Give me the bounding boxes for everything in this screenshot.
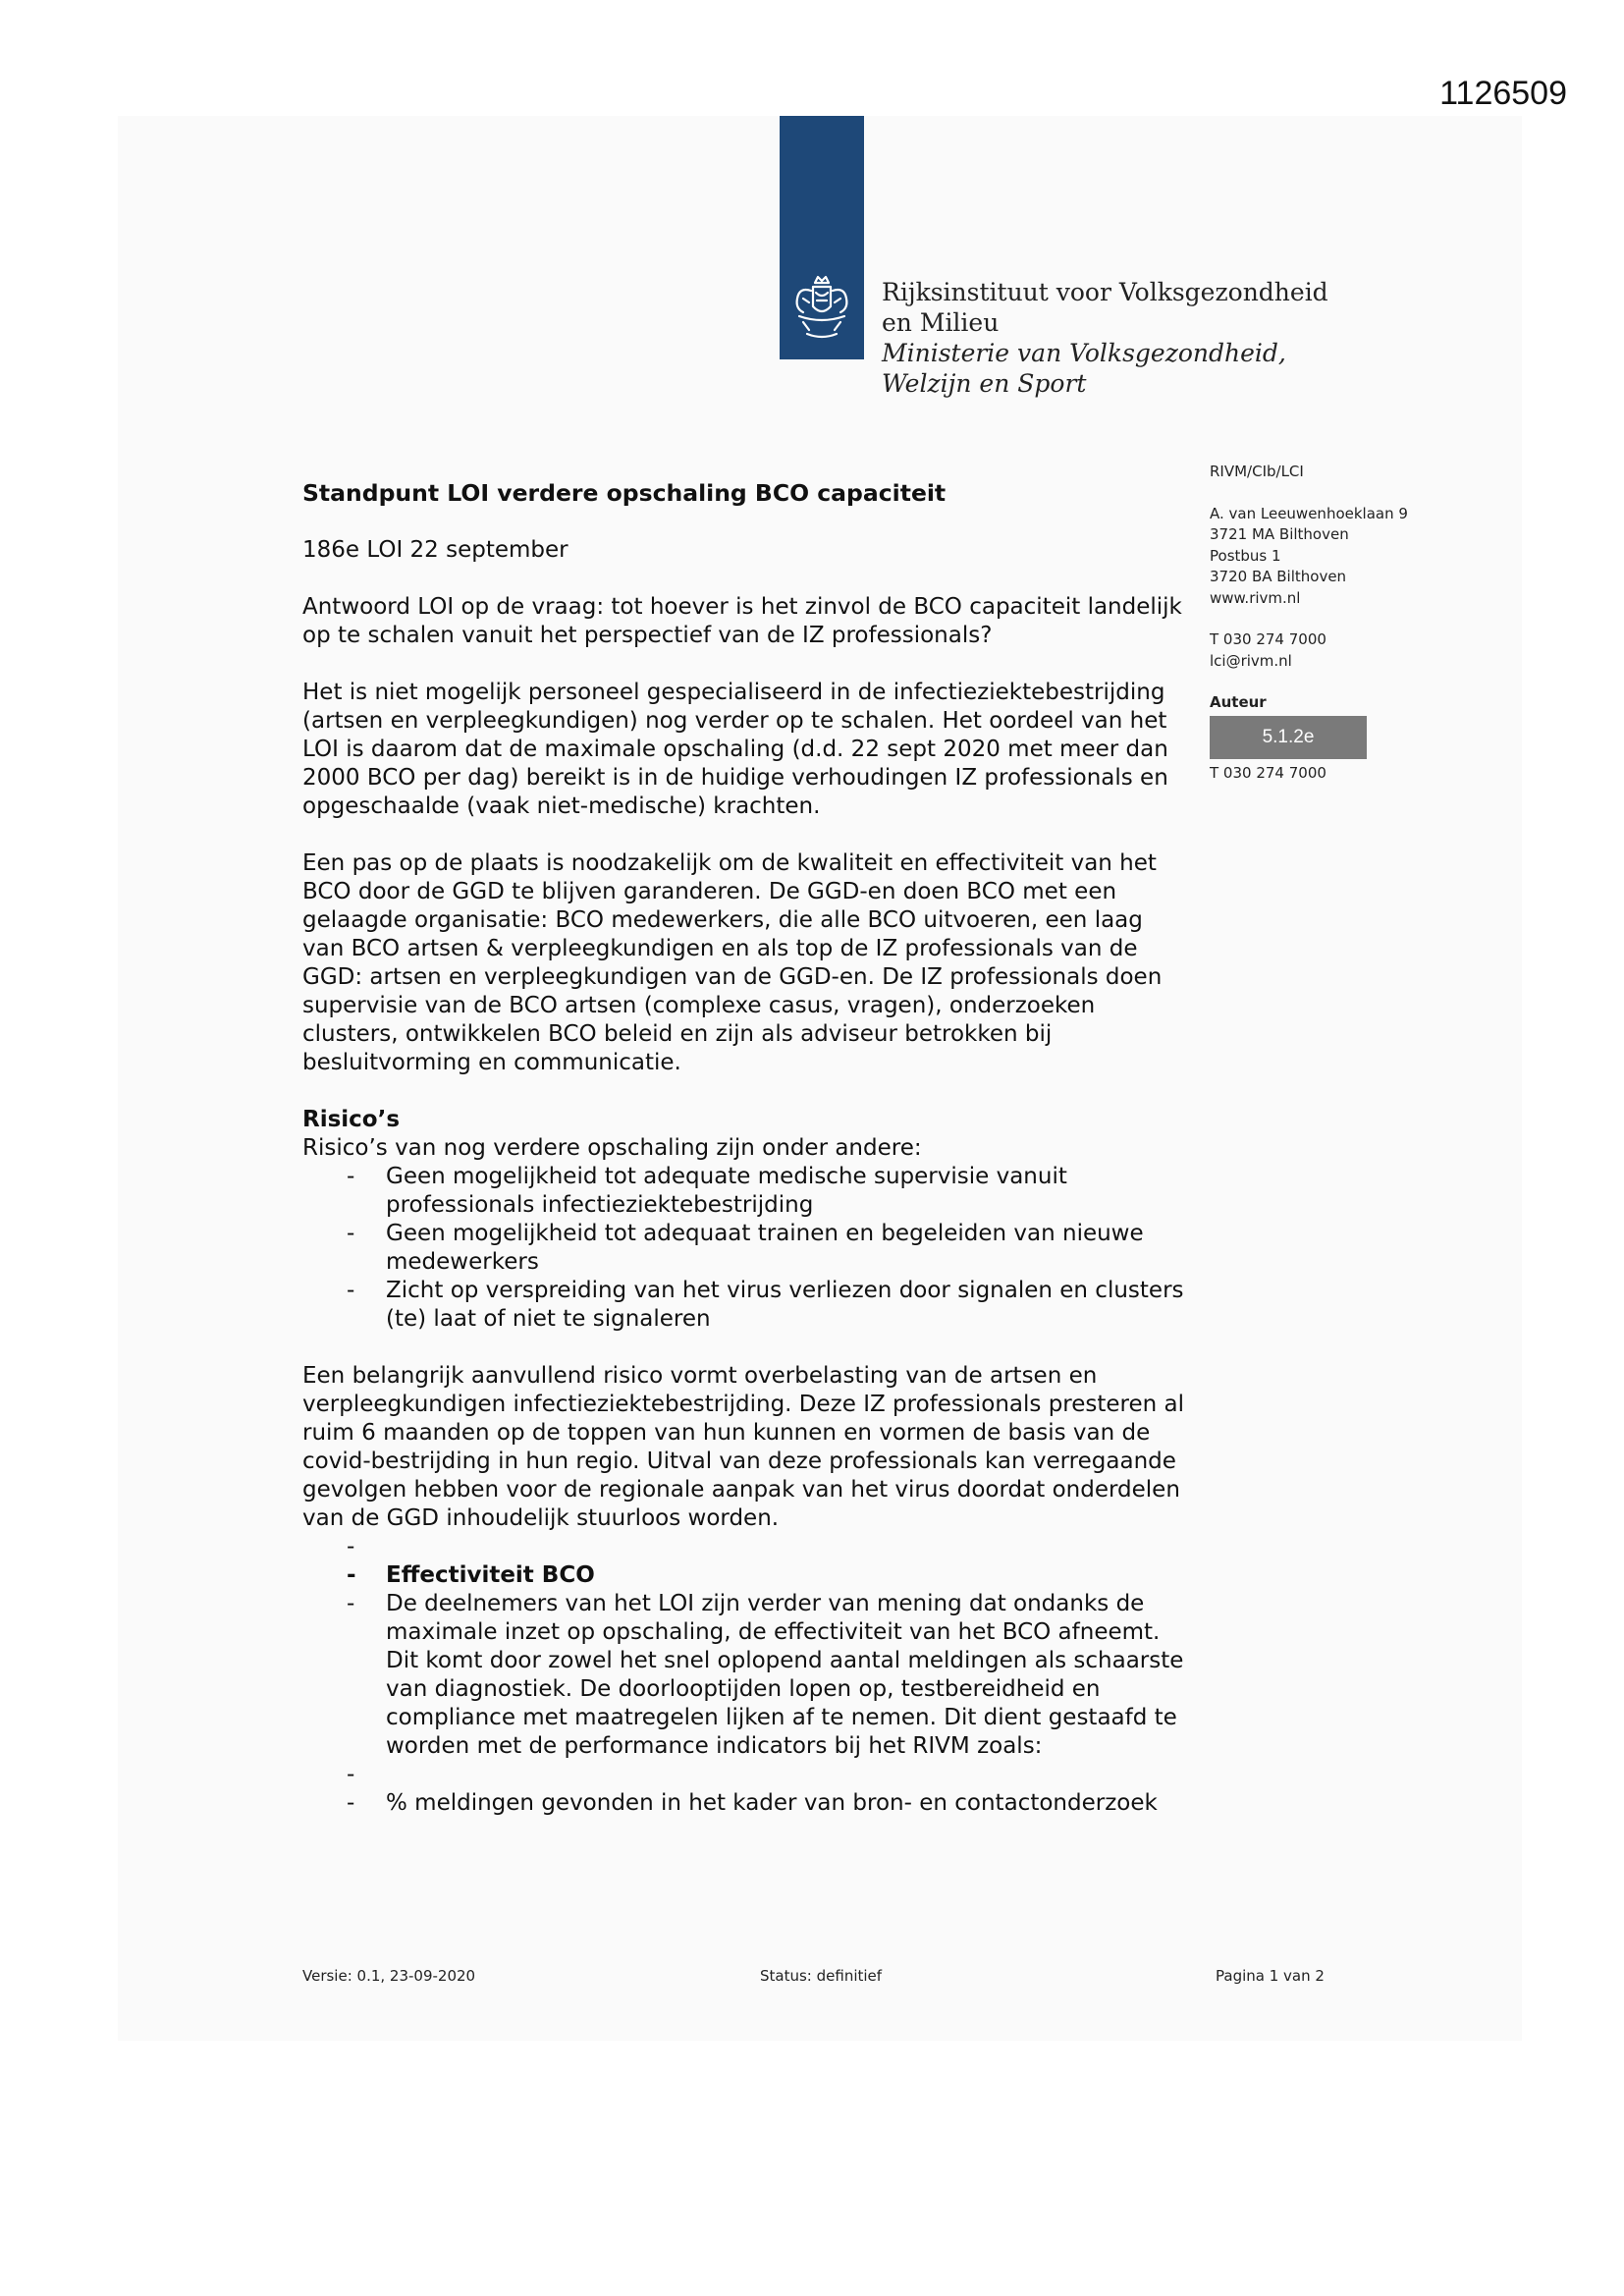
list-item: - Geen mogelijkheid tot adequaat trainen en begeleiden van nieuwe medewerkers [302,1220,1186,1277]
department-code: RIVM/CIb/LCI [1210,463,1304,480]
effectiviteit-heading: - Effectiviteit BCO [302,1561,1186,1590]
meeting-line: 186e LOI 22 september [302,537,568,563]
rijksoverheid-logo-bar [780,116,864,359]
paragraph-opschaling: Het is niet mogelijk personeel gespecialiseerd in de infectieziektebestrijding (artsen en verpleegkundigen) nog verder op te schalen. Het oordeel van het LOI is daarom dat de maximale opschaling (d.d. 22 sept 2020 met meer dan 2000 BCO per dag) bereikt is in de huidige verhoudingen IZ professionals en opgeschaalde (vaak niet-medische) krachten. [302,680,1168,819]
list-item: - Geen mogelijkheid tot adequate medische supervisie vanuit professionals infectieziektebestrijding [302,1163,1186,1220]
list-item: - Zicht op verspreiding van het virus verliezen door signalen en clusters (te) laat of niet te signaleren [302,1277,1186,1334]
empty-list-item [302,1533,1186,1561]
empty-list-item [302,1761,1186,1789]
ministry-line-1: Ministerie van Volksgezondheid, [882,339,1286,367]
address-block [1210,504,1435,610]
coat-of-arms-icon [789,273,854,344]
question-paragraph: Antwoord LOI op de vraag: tot hoever is het zinvol de BCO capaciteit landelijk op te schalen vanuit het perspectief van de IZ professionals? [302,594,1182,648]
risks-list [302,1163,1186,1334]
document-number: 1126509 [1439,75,1567,112]
address-line: 3720 BA Bilthoven [1210,568,1347,585]
sender-sidebar [1210,462,1435,784]
document-title: Standpunt LOI verdere opschaling BCO capaciteit [302,479,947,507]
org-name-line-2: en Milieu [882,308,1000,337]
email-link[interactable]: lci@rivm.nl [1210,651,1292,670]
author-block [1210,692,1435,784]
author-phone: T 030 274 7000 [1210,763,1326,782]
footer-page-number: Pagina 1 van 2 [1216,1967,1325,1985]
website-link[interactable]: www.rivm.nl [1210,588,1301,607]
paragraph-overbelasting: Een belangrijk aanvullend risico vormt overbelasting van de artsen en verpleegkundigen infectieziektebestrijding. Deze IZ professionals presteren al ruim 6 maanden op de toppen van hun kunnen en vormen de basis van de covid-bestrijding in hun regio. Uitval van deze professionals kan verregaande gevolgen hebben voor de regionale aanpak van het virus doordat onderdelen van de GGD inhoudelijk stuurloos worden. [302,1363,1185,1531]
footer-version: Versie: 0.1, 23-09-2020 [302,1967,476,1985]
redaction-box: 5.1.2e [1210,716,1367,759]
effectiviteit-list [302,1533,1186,1818]
contact-block [1210,629,1435,672]
risks-heading: Risico’s [302,1107,401,1132]
address-line: Postbus 1 [1210,546,1281,565]
footer-status: Status: definitief [760,1967,883,1985]
risks-intro: Risico’s van nog verdere opschaling zijn onder andere: [302,1135,922,1161]
author-label: Auteur [1210,693,1267,711]
phone-number: T 030 274 7000 [1210,630,1326,648]
address-line: A. van Leeuwenhoeklaan 9 [1210,504,1408,522]
address-line: 3721 MA Bilthoven [1210,525,1349,543]
organization-name [882,277,1328,399]
ministry-line-2: Welzijn en Sport [882,369,1087,398]
list-item: - De deelnemers van het LOI zijn verder van mening dat ondanks de maximale inzet op opschaling, de effectiviteit van het BCO afneemt. Dit komt door zowel het snel oplopend aantal meldingen als schaarste van diagnostiek. De doorlooptijden lopen op, testbereidheid en compliance met maatregelen lijken af te nemen. Dit dient gestaafd te worden met de performance indicators bij het RIVM zoals: [302,1590,1186,1761]
list-item: - % meldingen gevonden in het kader van bron- en contactonderzoek [302,1789,1186,1818]
document-body [302,479,1186,1818]
org-name-line-1: Rijksinstituut voor Volksgezondheid [882,278,1328,306]
paragraph-organisatie: Een pas op de plaats is noodzakelijk om de kwaliteit en effectiviteit van het BCO door de GGD te blijven garanderen. De GGD-en doen BCO met een gelaagde organisatie: BCO medewerkers, die alle BCO uitvoeren, een laag van BCO artsen & verpleegkundigen en als top de IZ professionals van de GGD: artsen en verpleegkundigen van de GGD-en. De IZ professionals doen supervisie van de BCO artsen (complexe casus, vragen), onderzoeken clusters, ontwikkelen BCO beleid en zijn als adviseur betrokken bij besluitvorming en communicatie. [302,850,1163,1075]
